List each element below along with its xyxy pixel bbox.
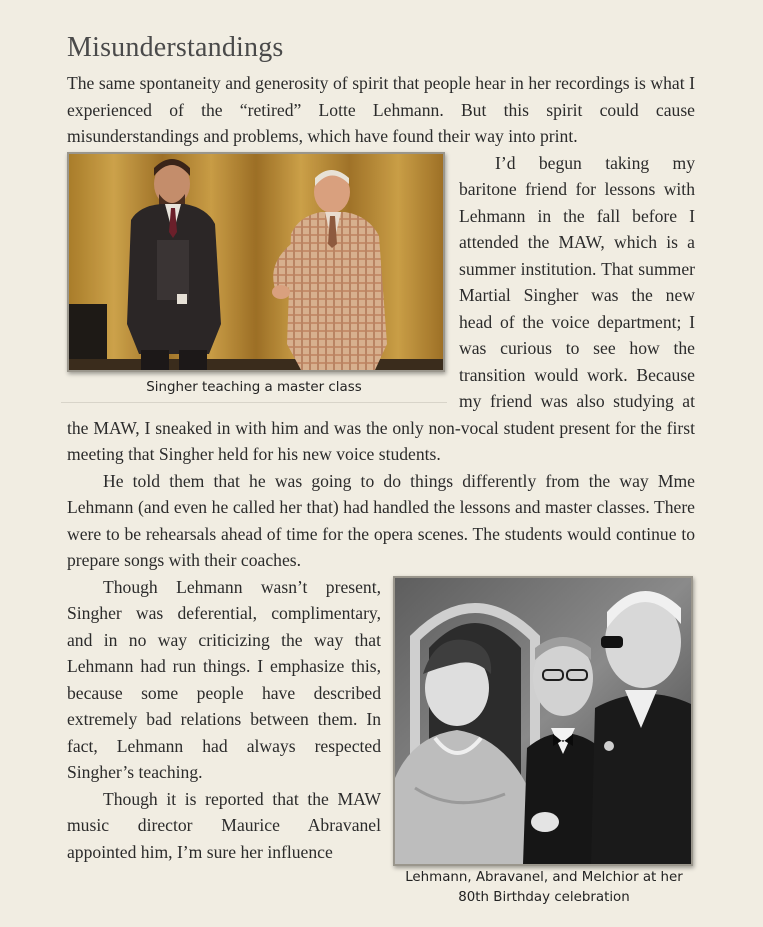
figure-birthday [393,576,695,908]
master-class-caption: Singher teaching a master class [61,372,447,403]
birthday-caption: Lehmann, Abravanel, and Melchior at her 80th Birthday celebration [405,869,683,905]
document-page [67,30,695,912]
birthday-image [395,578,691,864]
birthday-photo [393,576,693,866]
figure-master-class [67,152,447,403]
master-class-image [69,154,443,370]
master-class-photo [67,152,445,372]
paragraph-4: Though Lehmann wasn’t present, Singher was deferential, complimentary, and in no way criticizing the way that Lehmann had run things. I emphasize this, because some people have described extremely bad relations between them. In fact, Lehmann had always respected Singher’s teaching. [67,576,381,782]
section-heading: Misunderstandings [67,32,284,63]
paragraph-3: He told them that he was going to do things differently from the way Mme Lehmann (and even he called her that) had handled the lessons and master classes. There were to be rehearsals ahead of time for the opera scenes. The students would continue to prepare songs with their coaches. [67,470,695,570]
paragraph-1: The same spontaneity and generosity of spirit that people hear in her recordings is what I experienced of the “retired” Lotte Lehmann. But this spirit could cause misunderstandings and problems, which have found their way into print. [67,73,695,146]
paragraph-2: I’d begun taking my baritone friend for lessons with Lehmann in the fall before I attended the MAW, which is a summer institution. That summer Martial Singher was the new head of the voice department; I was curious to see how the transition would work. Because my friend was also studying at the MAW, I sneaked in with him and was the only non-vocal student present for the first meeting that Singher held for his new voice students. [67,152,695,464]
paragraph-5: Though it is reported that the MAW music director Maurice Abravanel appointed him, I’m sure her influence [67,788,381,862]
